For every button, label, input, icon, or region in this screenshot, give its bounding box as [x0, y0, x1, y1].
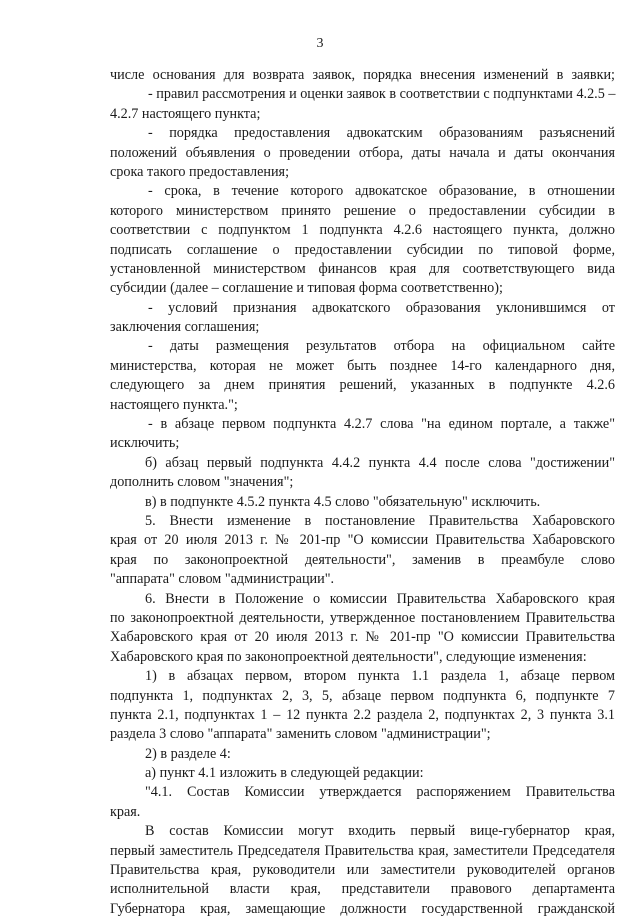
- text-line-content: края по законопроектной деятельности", заменив в преамбуле слово: [110, 551, 615, 568]
- text-line-content: установленной министерством финансов края для соответствующего вида: [110, 260, 615, 277]
- text-line: [0, 687, 640, 706]
- text-line: [0, 880, 640, 899]
- text-line: [0, 241, 640, 260]
- text-line: [0, 609, 640, 628]
- text-line: [0, 124, 640, 143]
- text-line-content: раздела 3 слово "аппарата" заменить словом "администрации";: [110, 726, 491, 743]
- document-body: [0, 66, 640, 919]
- text-line: [0, 667, 640, 686]
- text-line-content: В состав Комиссии могут входить первый вице-губернатор края,: [145, 823, 615, 840]
- text-line-content: - в абзаце первом подпункта 4.2.7 слова "на едином портале, а также": [148, 416, 615, 433]
- text-line: [0, 783, 640, 802]
- text-line-content: Правительства края, руководители или заместители руководителей органов: [110, 862, 615, 879]
- text-line-content: первый заместитель Председателя Правительства края, заместители Председателя: [110, 842, 615, 859]
- text-line-content: в) в подпункте 4.5.2 пункта 4.5 слово "обязательную" исключить.: [145, 493, 541, 510]
- text-line: [0, 163, 640, 182]
- text-line-content: Хабаровского края от 20 июля 2013 г. № 201-пр "О комиссии Правительства: [110, 629, 615, 646]
- text-line: [0, 493, 640, 512]
- text-line-content: - срока, в течение которого адвокатское образование, в отношении: [148, 183, 615, 200]
- text-line-content: 1) в абзацах первом, втором пункта 1.1 раздела 1, абзаце первом: [145, 668, 615, 685]
- text-line: [0, 725, 640, 744]
- text-line-content: подписать соглашение о предоставлении субсидии по типовой форме,: [110, 241, 615, 258]
- text-line-content: которого министерством принято решение о предоставлении субсидии в: [110, 202, 615, 219]
- text-line-content: Губернатора края, замещающие должности государственной гражданской: [110, 900, 615, 917]
- text-line-content: числе основания для возврата заявок, порядка внесения изменений в заявки;: [110, 67, 615, 83]
- text-line: [0, 415, 640, 434]
- text-line: [0, 182, 640, 201]
- text-line: [0, 803, 640, 822]
- text-line-content: по законопроектной деятельности, утвержденное постановлением Правительства: [110, 609, 615, 626]
- text-line: [0, 221, 640, 240]
- text-line-content: пункта 2.1, подпунктах 1 – 12 пункта 2.2 раздела 2, подпунктах 2, 3 пункта 3.1: [110, 706, 615, 723]
- text-line-content: - правил рассмотрения и оценки заявок в соответствии с подпунктами 4.2.5 –: [148, 86, 616, 103]
- text-line: [0, 357, 640, 376]
- text-line: [0, 337, 640, 356]
- text-line-content: субсидии (далее – соглашение и типовая форма соответственно);: [110, 280, 503, 297]
- text-line-content: срока такого предоставления;: [110, 163, 290, 180]
- text-line-content: положений объявления о проведении отбора, даты начала и даты окончания: [110, 144, 615, 161]
- text-line-content: края от 20 июля 2013 г. № 201-пр "О комиссии Правительства Хабаровского: [110, 532, 615, 549]
- text-line-content: края.: [110, 803, 141, 820]
- text-line: [0, 144, 640, 163]
- text-line-content: настоящего пункта.";: [110, 396, 238, 413]
- text-line-content: - даты размещения результатов отбора на официальном сайте: [148, 338, 615, 355]
- text-line: [0, 105, 640, 124]
- text-line: [0, 764, 640, 783]
- text-line: [0, 900, 640, 919]
- text-line: [0, 822, 640, 841]
- page-number: 3: [316, 36, 324, 51]
- text-line: [0, 531, 640, 550]
- text-line: [0, 318, 640, 337]
- text-line-content: министерства, которая не может быть позднее 14-го календарного дня,: [110, 357, 615, 374]
- text-line: [0, 551, 640, 570]
- text-line: [0, 85, 640, 104]
- text-line: [0, 590, 640, 609]
- text-line: [0, 706, 640, 725]
- text-line: [0, 66, 640, 85]
- text-line: [0, 745, 640, 764]
- text-line-content: 6. Внести в Положение о комиссии Правительства Хабаровского края: [145, 590, 615, 607]
- text-line-content: - условий признания адвокатского образования уклонившимся от: [148, 299, 615, 316]
- text-line: [0, 299, 640, 318]
- text-line: [0, 376, 640, 395]
- text-line-content: соответствии с подпунктом 1 подпункта 4.2.6 настоящего пункта, должно: [110, 222, 615, 239]
- text-line-content: подпункта 1, подпунктах 2, 3, 5, абзаце первом подпункта 6, подпункте 7: [110, 687, 615, 704]
- text-line: [0, 473, 640, 492]
- text-line: [0, 628, 640, 647]
- text-line: [0, 454, 640, 473]
- text-line: [0, 648, 640, 667]
- text-line-content: 4.2.7 настоящего пункта;: [110, 105, 261, 122]
- text-line-content: - порядка предоставления адвокатским образованиям разъяснений: [148, 125, 615, 142]
- text-line-content: заключения соглашения;: [110, 319, 260, 336]
- text-line: [0, 396, 640, 415]
- text-line-content: "4.1. Состав Комиссии утверждается распоряжением Правительства: [145, 784, 615, 801]
- text-line-content: 2) в разделе 4:: [145, 745, 231, 762]
- text-line: [0, 202, 640, 221]
- text-line-content: исполнительной власти края, представители правового департамента: [110, 881, 615, 898]
- text-line-content: Хабаровского края по законопроектной деятельности", следующие изменения:: [110, 648, 587, 665]
- text-line: [0, 434, 640, 453]
- text-line-content: 5. Внести изменение в постановление Правительства Хабаровского: [145, 512, 615, 529]
- text-line-content: дополнить словом "значения";: [110, 474, 294, 491]
- text-line: [0, 570, 640, 589]
- text-line-content: следующего за днем принятия решений, указанных в подпункте 4.2.6: [110, 377, 615, 394]
- text-line: [0, 279, 640, 298]
- text-line-content: а) пункт 4.1 изложить в следующей редакции:: [145, 765, 424, 782]
- text-line-content: "аппарата" словом "администрации".: [110, 571, 335, 588]
- text-line-content: б) абзац первый подпункта 4.4.2 пункта 4.4 после слова "достижении": [145, 454, 615, 471]
- text-line: [0, 861, 640, 880]
- text-line-content: исключить;: [110, 435, 180, 452]
- text-line: [0, 512, 640, 531]
- text-line: [0, 842, 640, 861]
- text-line: [0, 260, 640, 279]
